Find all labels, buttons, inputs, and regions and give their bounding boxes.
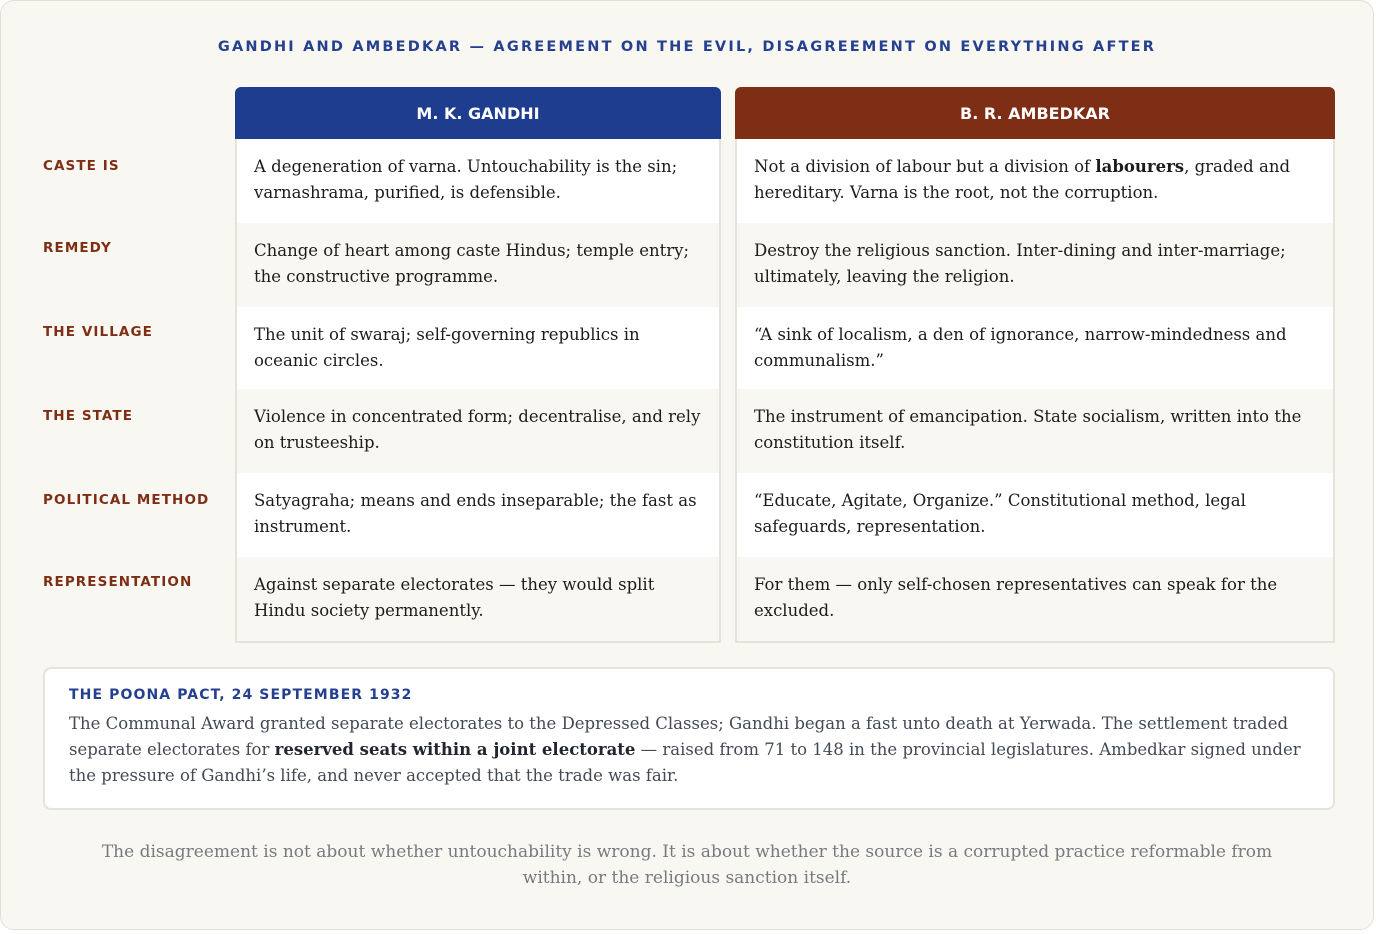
gandhi-cell-village: The unit of swaraj; self-governing republics in oceanic circles. <box>235 307 721 391</box>
ambedkar-cell-state: The instrument of emancipation. State socialism, written into the constitution itself. <box>735 389 1335 475</box>
row-label-remedy: REMEDY <box>43 240 112 256</box>
gandhi-cell-caste: A degeneration of varna. Untouchability is the sin; varnashrama, purified, is defensible. <box>235 139 721 225</box>
row-label-method: POLITICAL METHOD <box>43 492 210 508</box>
ambedkar-cell-method: “Educate, Agitate, Organize.” Constitutional method, legal safeguards, representation. <box>735 473 1335 559</box>
row-label-state: THE STATE <box>43 408 134 424</box>
closing-note: The disagreement is not about whether untouchability is wrong. It is about whether the source is a corrupted practice reformable from within, or the religious sanction itself. <box>101 842 1273 888</box>
ambedkar-cell-remedy: Destroy the religious sanction. Inter-dining and inter-marriage; ultimately, leaving the religion. <box>735 223 1335 309</box>
poona-pact-box <box>43 667 1335 810</box>
ambedkar-cell-caste <box>735 139 1335 225</box>
gandhi-cell-method: Satyagraha; means and ends inseparable; the fast as instrument. <box>235 473 721 559</box>
poona-pact-body <box>69 711 1307 789</box>
ambedkar-cell-village: “A sink of localism, a den of ignorance, narrow-mindedness and communalism.” <box>735 307 1335 391</box>
ambedkar-column-header: B. R. AMBEDKAR <box>735 87 1335 139</box>
gandhi-column-header: M. K. GANDHI <box>235 87 721 139</box>
pact-body-emphasis: reserved seats within a joint electorate <box>274 740 636 759</box>
ambedkar-caste-text-2: , graded and hereditary. Varna is the root, not the corruption. <box>754 157 1291 202</box>
page-title: GANDHI AND AMBEDKAR — AGREEMENT ON THE EVIL, DISAGREEMENT ON EVERYTHING AFTER <box>217 39 1157 55</box>
ambedkar-caste-text-1: Not a division of labour but a division of <box>754 157 1096 176</box>
pact-body-text-1: The Communal Award granted separate electorates to the Depressed Classes; Gandhi began a fast unto death at Yerwada. The settlement traded separate electorates for <box>69 714 1289 759</box>
ambedkar-caste-emphasis: labourers <box>1095 157 1185 176</box>
row-label-village: THE VILLAGE <box>43 324 153 340</box>
row-label-caste: CASTE IS <box>43 158 120 174</box>
gandhi-cell-remedy: Change of heart among caste Hindus; temple entry; the constructive programme. <box>235 223 721 309</box>
pact-body-text-2: — raised from 71 to 148 in the provincial legislatures. Ambedkar signed under the pressure of Gandhi’s life, and never accepted that the trade was fair. <box>69 740 1301 785</box>
row-label-representation: REPRESENTATION <box>43 574 193 590</box>
ambedkar-cell-representation: For them — only self-chosen representatives can speak for the excluded. <box>735 557 1335 643</box>
gandhi-cell-representation: Against separate electorates — they would split Hindu society permanently. <box>235 557 721 643</box>
poona-pact-title: THE POONA PACT, 24 SEPTEMBER 1932 <box>69 687 413 703</box>
gandhi-cell-state: Violence in concentrated form; decentralise, and rely on trusteeship. <box>235 389 721 475</box>
